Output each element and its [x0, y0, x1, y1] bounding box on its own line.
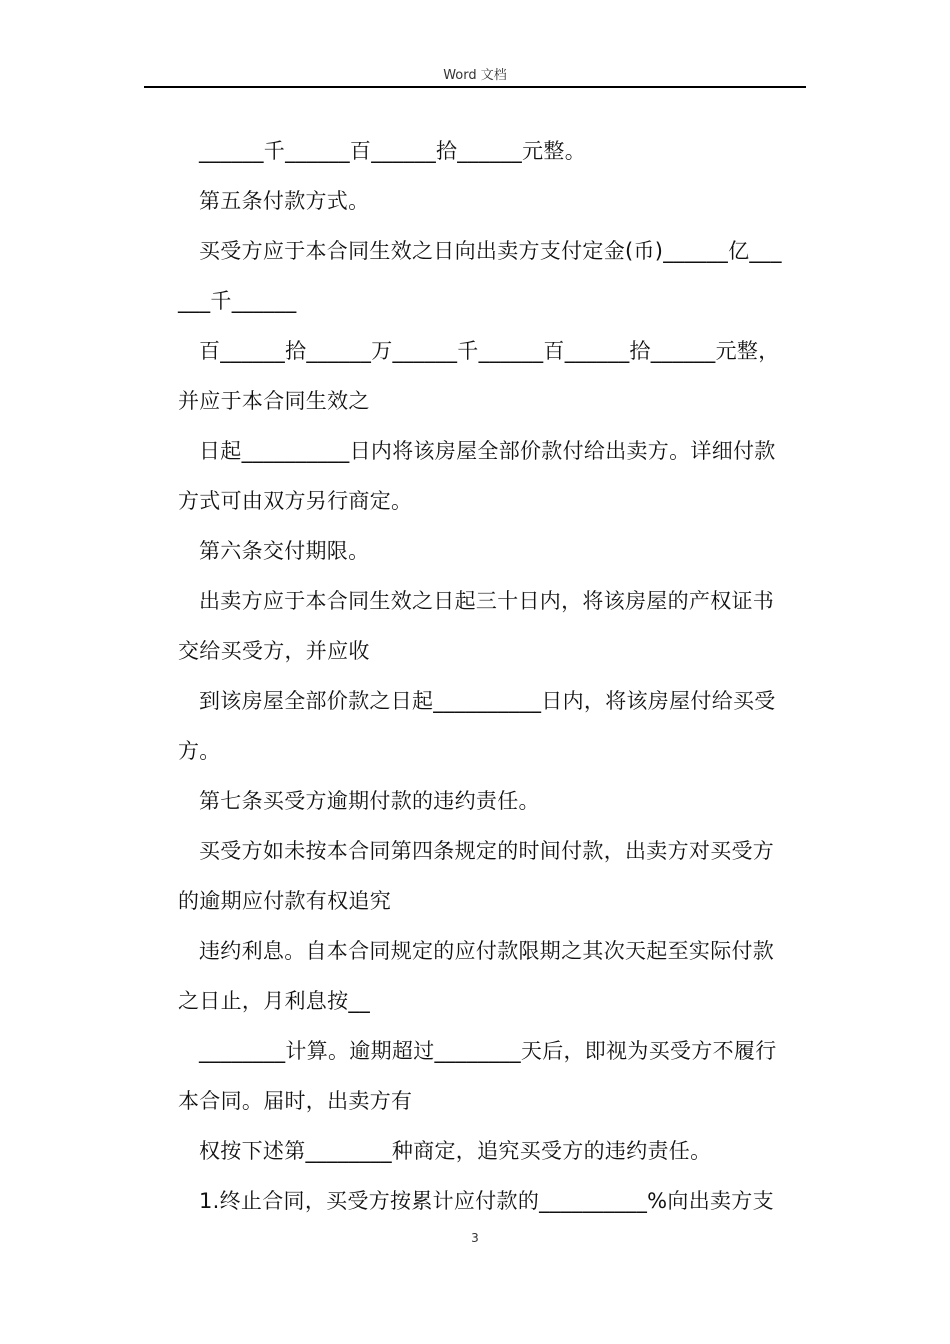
- header-divider: [144, 86, 806, 88]
- document-line: ______千______百______拾______元整。: [199, 139, 586, 163]
- document-line: 日起__________日内将该房屋全部价款付给出卖方。详细付款: [199, 439, 776, 463]
- document-line: 到该房屋全部价款之日起__________日内，将该房屋付给买受: [199, 689, 776, 713]
- document-line: 第五条付款方式。: [199, 189, 370, 213]
- document-line: 第六条交付期限。: [199, 539, 370, 563]
- document-line: 违约利息。自本合同规定的应付款限期之其次天起至实际付款: [199, 939, 775, 963]
- document-line: 买受方应于本合同生效之日向出卖方支付定金(币)______亿___: [199, 239, 782, 263]
- document-line: 权按下述第________种商定，追究买受方的违约责任。: [199, 1139, 712, 1163]
- document-body: [178, 126, 802, 1226]
- document-line: 第七条买受方逾期付款的违约责任。: [199, 789, 540, 813]
- document-line: 出卖方应于本合同生效之日起三十日内，将该房屋的产权证书: [199, 589, 775, 613]
- page-header: Word 文档: [443, 68, 507, 83]
- document-line: 之日止，月利息按__: [178, 989, 370, 1013]
- document-line: 的逾期应付款有权追究: [178, 889, 391, 913]
- document-line: ___千______: [178, 289, 297, 313]
- page-number: 3: [471, 1231, 479, 1245]
- document-line: 交给买受方，并应收: [178, 639, 370, 663]
- document-line: 百______拾______万______千______百______拾______元整，: [199, 339, 780, 363]
- document-line: 方。: [178, 739, 221, 763]
- document-line: 买受方如未按本合同第四条规定的时间付款，出卖方对买受方: [199, 839, 775, 863]
- document-line: 方式可由双方另行商定。: [178, 489, 413, 513]
- document-line: ________计算。逾期超过________天后，即视为买受方不履行: [199, 1039, 777, 1063]
- document-line: 1.终止合同，买受方按累计应付款的__________%向出卖方支: [199, 1189, 774, 1213]
- document-line: 本合同。届时，出卖方有: [178, 1089, 413, 1113]
- document-line: 并应于本合同生效之: [178, 389, 370, 413]
